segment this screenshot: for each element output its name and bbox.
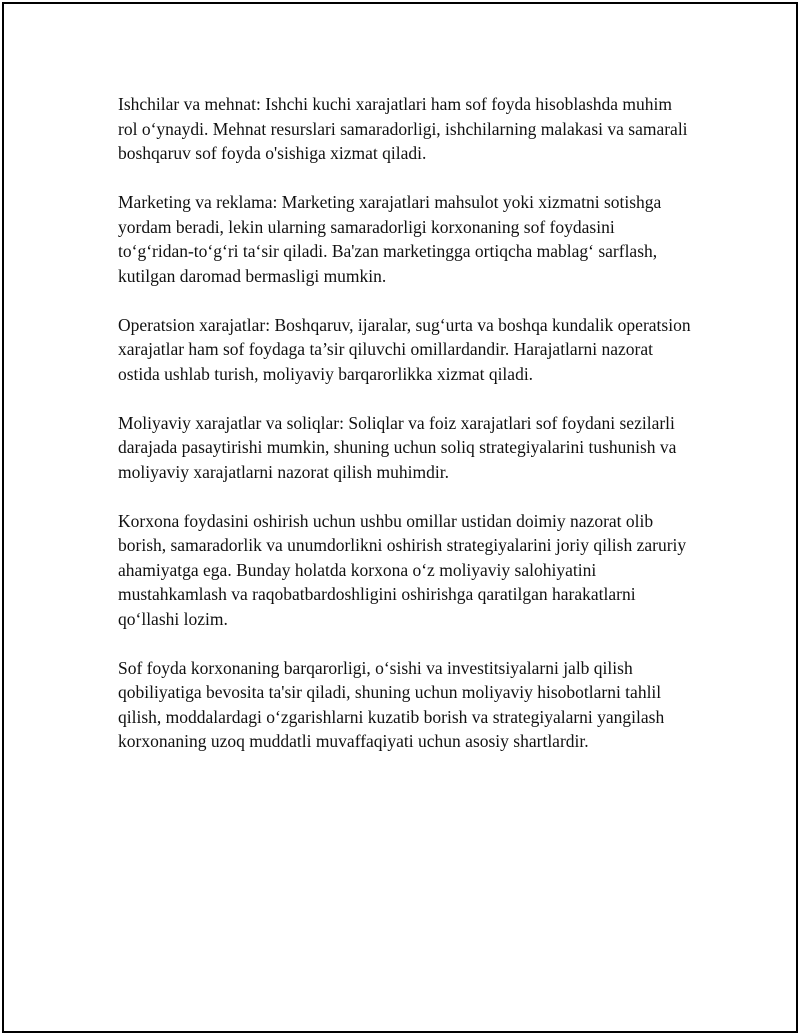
paragraph-labor: Ishchilar va mehnat: Ishchi kuchi xarajatlari ham sof foyda hisoblashda muhim rol o‘ynaydi. Mehnat resurslari samaradorligi, ishchilarning malakasi va samarali boshqaruv sof foyda o'sishiga xizmat qiladi.: [118, 94, 688, 163]
document-body: [118, 92, 693, 778]
paragraph-operational-costs: Operatsion xarajatlar: Boshqaruv, ijaralar, sug‘urta va boshqa kundalik operatsion xarajatlar ham sof foydaga ta’sir qiluvchi omillardandir. Harajatlarni nazorat ostida ushlab turish, moliyaviy barqarorlikka xizmat qiladi.: [118, 314, 691, 384]
paragraph-net-profit-conclusion: Sof foyda korxonaning barqarorligi, o‘sishi va investitsiyalarni jalb qilish qobiliyatiga bevosita ta'sir qiladi, shuning uchun moliyaviy hisobotlarni tahlil qilish, moddalardagi o‘zgarishlarni kuzatib borish va strategiyalarni yangilash korxonaning uzoq muddatli muvaffaqiyati uchun asosiy shartlardir.: [118, 657, 665, 751]
paragraph-financial-costs-taxes: Moliyaviy xarajatlar va soliqlar: Soliqlar va foiz xarajatlari sof foydani sezilarli darajada pasaytirishi mumkin, shuning uchun soliq strategiyalarini tushunish va moliyaviy xarajatlarni nazorat qilish muhimdir.: [118, 412, 677, 482]
paragraph-profit-increase: Korxona foydasini oshirish uchun ushbu omillar ustidan doimiy nazorat olib borish, samaradorlik va unumdorlikni oshirish strategiyalarini joriy qilish zaruriy ahamiyatga ega. Bunday holatda korxona o‘z moliyaviy salohiyatini mustahkamlash va raqobatbardoshligini oshirishga qaratilgan harakatlarni qo‘llashi lozim.: [118, 510, 687, 629]
paragraph-marketing: Marketing va reklama: Marketing xarajatlari mahsulot yoki xizmatni sotishga yordam beradi, lekin ularning samaradorligi korxonaning sof foydasini to‘g‘ridan-to‘g‘ri ta‘sir qiladi. Ba'zan marketingga ortiqcha mablag‘ sarflash, kutilgan daromad bermasligi mumkin.: [118, 192, 662, 286]
